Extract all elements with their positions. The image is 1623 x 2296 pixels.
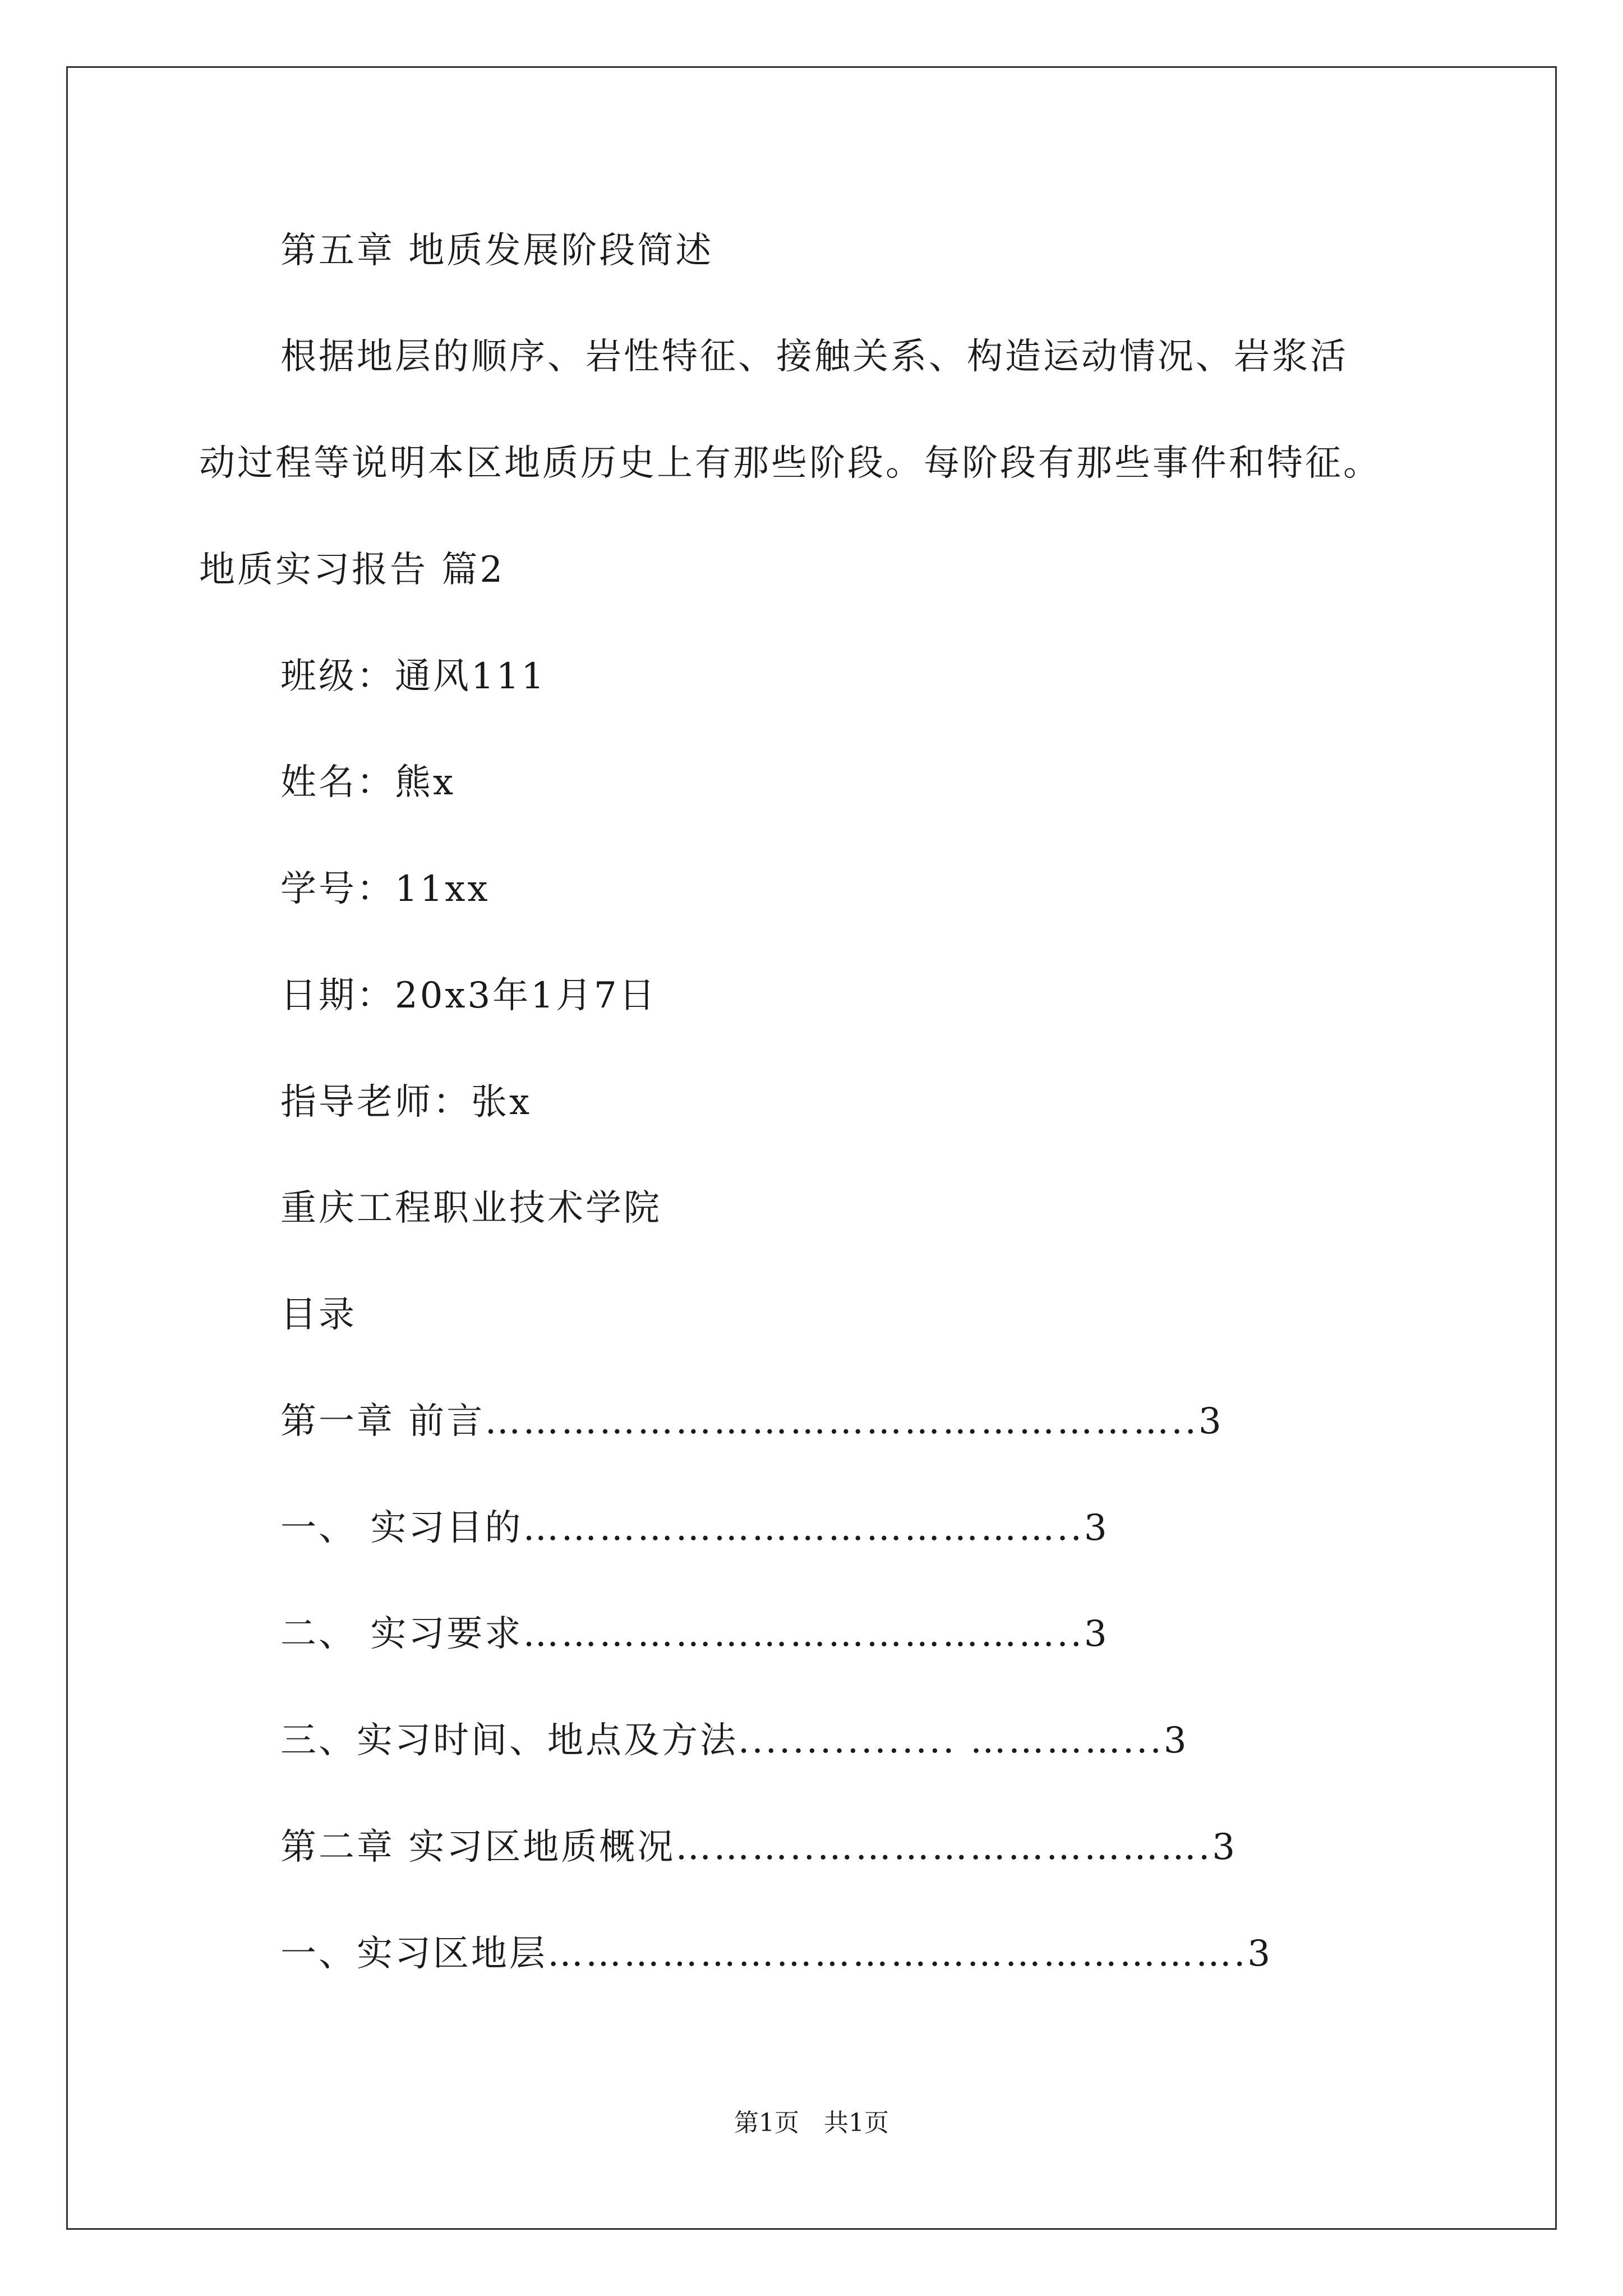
date-line: 日期：20x3年1月7日 bbox=[280, 975, 657, 1016]
page-footer: 第1页 共1页 bbox=[734, 2109, 889, 2137]
toc-entry: 一、 实习目的……………………………………..3 bbox=[280, 1507, 1109, 1549]
class-line: 班级：通风111 bbox=[280, 656, 547, 697]
student-id-line: 学号：11xx bbox=[280, 868, 490, 910]
name-line: 姓名：熊x bbox=[280, 762, 456, 803]
chapter-heading: 第五章 地质发展阶段简述 bbox=[280, 230, 714, 272]
toc-heading: 目录 bbox=[280, 1294, 357, 1336]
school-line: 重庆工程职业技术学院 bbox=[280, 1188, 662, 1229]
toc-entry: 三、实习时间、地点及方法................ …………...3 bbox=[280, 1720, 1189, 1761]
paragraph-line: 根据地层的顺序、岩性特征、接触关系、构造运动情况、岩浆活 bbox=[280, 336, 1348, 378]
toc-entry: 第一章 前言………………………………………………..3 bbox=[280, 1401, 1224, 1442]
toc-entry: 一、实习区地层……………………………………………….3 bbox=[280, 1933, 1273, 1975]
advisor-line: 指导老师：张x bbox=[280, 1082, 532, 1123]
toc-entry: 第二章 实习区地质概况………..………………………….3 bbox=[280, 1826, 1238, 1868]
report-title: 地质实习报告 篇2 bbox=[199, 549, 505, 591]
paragraph-line: 动过程等说明本区地质历史上有那些阶段。每阶段有那些事件和特征。 bbox=[199, 443, 1381, 484]
page-border bbox=[66, 66, 1557, 2230]
toc-entry: 二、 实习要求……………………………………..3 bbox=[280, 1613, 1109, 1655]
